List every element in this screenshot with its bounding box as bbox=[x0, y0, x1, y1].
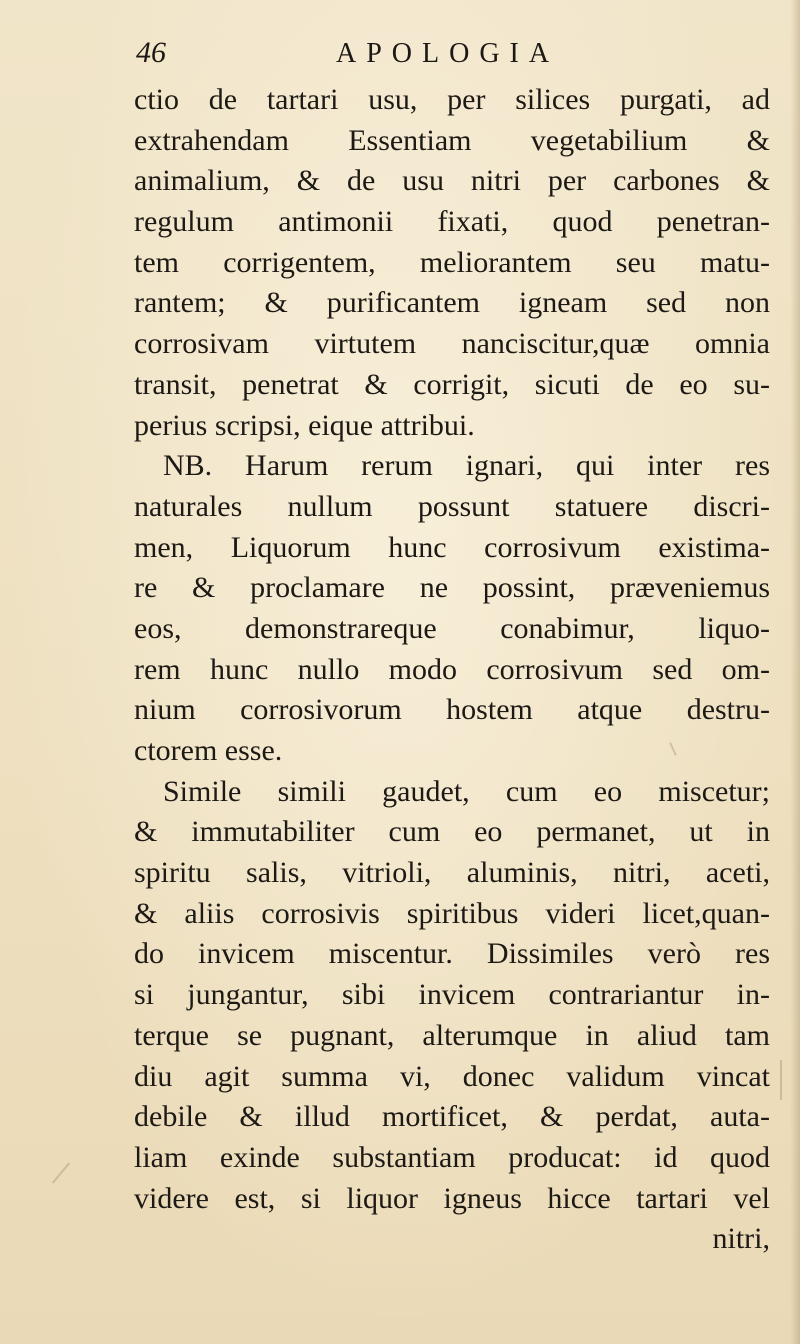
text-line: tem corrigentem, meliorantem seu matu- bbox=[134, 245, 770, 279]
paper-mark bbox=[52, 1162, 70, 1183]
text-line: animalium, & de usu nitri per carbones & bbox=[134, 164, 770, 198]
page-number: 46 bbox=[136, 36, 166, 69]
text-line: terque se pugnant, alterumque in aliud tam bbox=[134, 1018, 770, 1052]
text-line: & aliis corrosivis spiritibus videri licet,quan- bbox=[134, 896, 770, 930]
text-line: rantem; & purificantem igneam sed non bbox=[134, 286, 770, 320]
body-text bbox=[134, 80, 770, 1260]
text-line: re & proclamare ne possint, præveniemus bbox=[134, 571, 770, 605]
text-line: & immutabiliter cum eo permanet, ut in bbox=[134, 815, 770, 849]
text-line: transit, penetrat & corrigit, sicuti de eo su- bbox=[134, 367, 770, 401]
text-line: ctorem esse. bbox=[134, 734, 283, 767]
text-line: si jungantur, sibi invicem contrariantur in- bbox=[134, 978, 770, 1012]
paragraph-start-line: NB. Harum rerum ignari, qui inter res bbox=[163, 449, 770, 483]
running-head: APOLOGIA bbox=[336, 38, 560, 69]
paper-mark bbox=[780, 1060, 782, 1100]
paragraph-start-line: Simile simili gaudet, cum eo miscetur; bbox=[163, 774, 770, 808]
text-line: spiritu salis, vitrioli, aluminis, nitri, aceti, bbox=[134, 856, 770, 890]
text-line: extrahendam Essentiam vegetabilium & bbox=[134, 123, 770, 157]
text-line: liam exinde substantiam producat: id quod bbox=[134, 1140, 770, 1174]
text-line: perius scripsi, eique attribui. bbox=[134, 408, 475, 442]
text-line: do invicem miscentur. Dissimiles verò res bbox=[134, 937, 770, 971]
page-edge-shadow bbox=[790, 0, 800, 1344]
text-line: corrosivam virtutem nanciscitur,quæ omnia bbox=[134, 327, 770, 361]
text-line: debile & illud mortificet, & perdat, auta- bbox=[134, 1100, 770, 1134]
text-line: men, Liquorum hunc corrosivum existima- bbox=[134, 530, 770, 564]
text-line: videre est, si liquor igneus hicce tartari vel bbox=[134, 1181, 770, 1215]
text-line: regulum antimonii fixati, quod penetran- bbox=[134, 205, 770, 239]
text-line: naturales nullum possunt statuere discri- bbox=[134, 489, 770, 523]
text-line: nium corrosivorum hostem atque destru- bbox=[134, 693, 770, 727]
text-line: ctio de tartari usu, per silices purgati, ad bbox=[134, 83, 770, 116]
text-line: diu agit summa vi, donec validum vincat bbox=[134, 1059, 770, 1093]
page-header bbox=[136, 34, 656, 82]
text-line: eos, demonstrareque conabimur, liquo- bbox=[134, 611, 770, 645]
text-line: rem hunc nullo modo corrosivum sed om- bbox=[134, 652, 770, 686]
catchword: nitri, bbox=[712, 1222, 770, 1256]
